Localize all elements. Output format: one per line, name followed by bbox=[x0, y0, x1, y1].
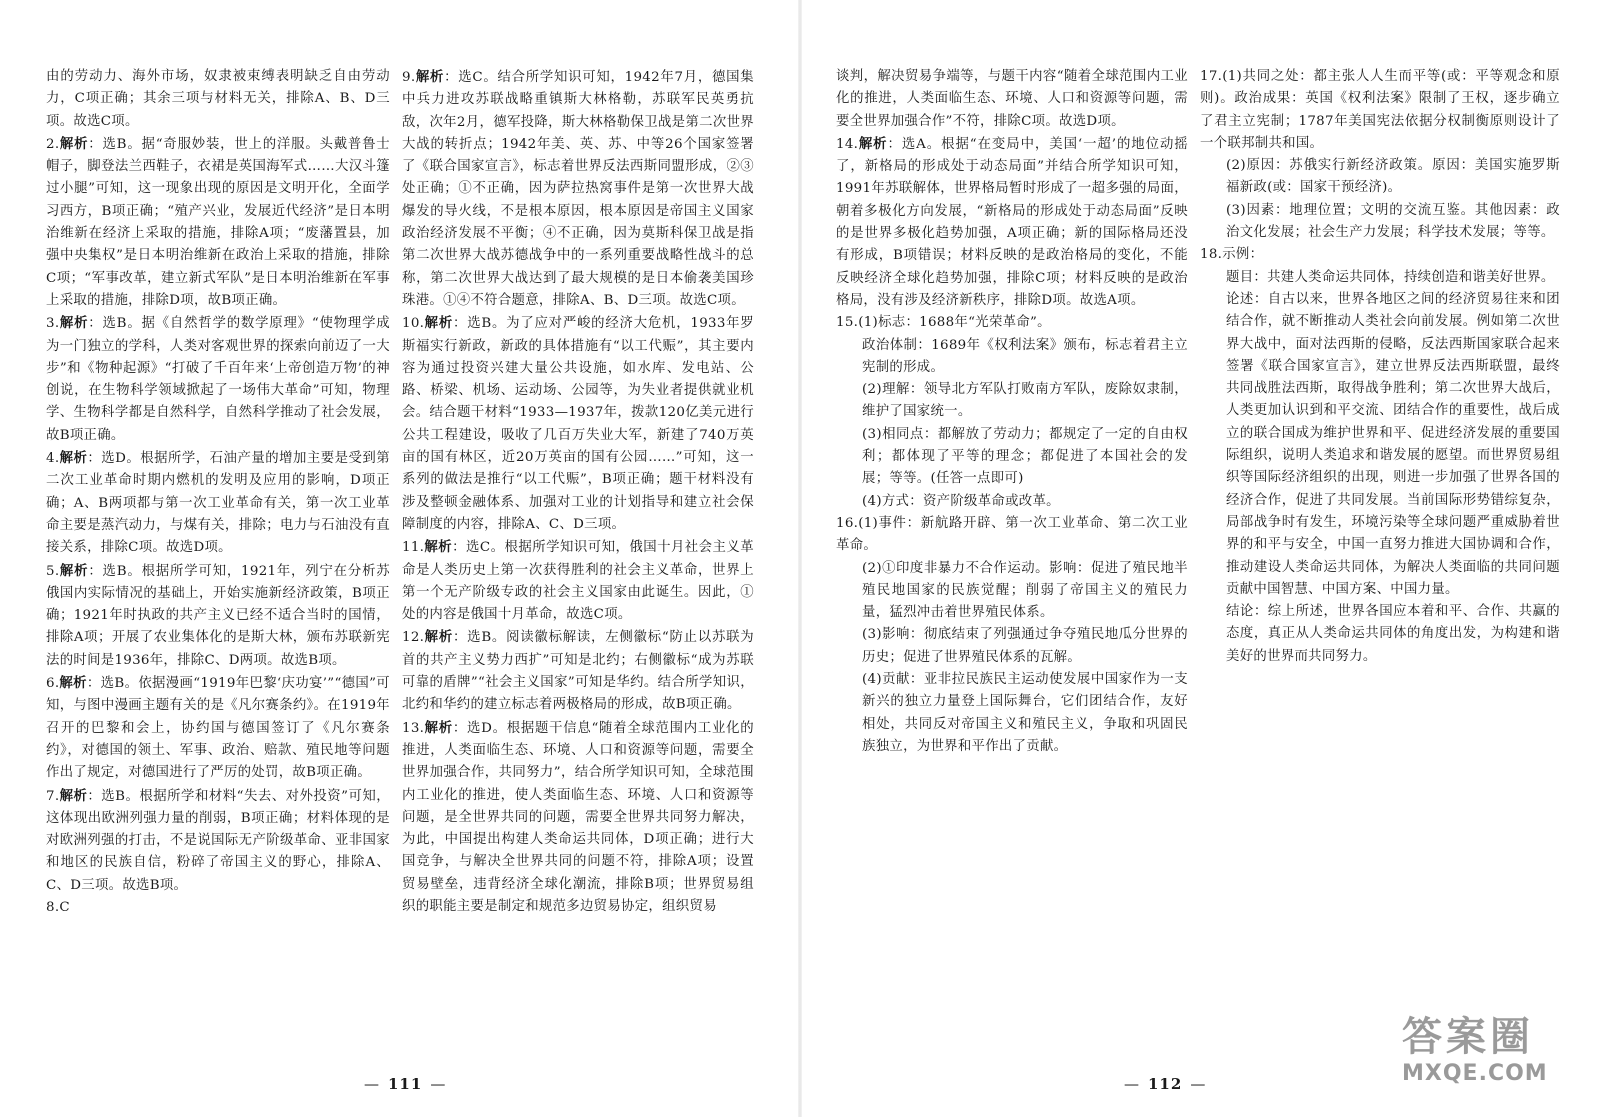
answer-text: 政治体制：1689年《权利法案》颁布，标志着君主立宪制的形成。 bbox=[862, 337, 1188, 375]
answer-number: 9. bbox=[402, 70, 416, 85]
answer-text: (1)事件：新航路开辟、第一次工业革命、第二次工业革命。 bbox=[836, 515, 1188, 554]
left-page-column-1 bbox=[46, 66, 390, 1056]
answer-number: 14. bbox=[836, 136, 859, 152]
answer-keyword: 解析 bbox=[424, 719, 453, 736]
answer-number: 7. bbox=[46, 788, 60, 804]
answer-item bbox=[402, 66, 754, 312]
answer-keyword: 解析 bbox=[424, 539, 453, 556]
answer-text: 谈判，解决贸易争端等，与题干内容“随着全球范围内工业化的推进，人类面临生态、环境、人口和资源等问题，需要全世界加强合作”不符，排除C项。故选D项。 bbox=[836, 69, 1188, 129]
page-number-right: — 112 — bbox=[1124, 1075, 1207, 1093]
right-page-column-1 bbox=[836, 66, 1188, 1056]
answer-item bbox=[836, 558, 1188, 625]
answer-text: ：选B。据“奇服妙装，世上的洋服。头戴普鲁士帽子，脚登法兰西鞋子，衣裙是英国海军式……大汉斗篷过小腿”可知，这一现象出现的原因是文明开化，全面学习西方，B项正确；“殖产兴业，发展近代经济”是日本明治维新在经济上采取的措施，排除A项；“废藩置县，加强中央集权”是日本明治维新在政治上采取的措施，排除C项；“军事改革，建立新式军队”是日本明治维新在军事上采取的措施，排除D项，故B项正确。 bbox=[46, 136, 390, 308]
answer-text: 结论：综上所述，世界各国应本着和平、合作、共赢的态度，真正从人类命运共同体的角度出发，为构建和谐美好的世界而共同努力。 bbox=[1226, 604, 1560, 664]
answer-item bbox=[402, 717, 754, 919]
answer-keyword: 解析 bbox=[59, 450, 88, 467]
answer-keyword: 解析 bbox=[424, 315, 454, 332]
answer-text: (1)标志：1688年“光荣革命”。 bbox=[858, 315, 1051, 331]
answer-keyword: 解析 bbox=[59, 787, 88, 804]
answer-text: ：选D。根据题干信息“随着全球范围内工业化的推进，人类面临生态、环境、人口和资源等问题，需要全世界加强合作，共同努力”，结合所学知识可知，全球范围内工业化的推进，使人类面临生态、环境、人口和资源等问题，是全世界共同的问题，需要全世界共同努力解决，为此，中国提出构建人类命运共同体，D项正确；进行大国竞争，与解决全世界共同的问题不符，排除A项；设置贸易壁垒，违背经济全球化潮流，排除B项；世界贸易组织的职能主要是制定和规范多边贸易协定，组织贸易 bbox=[402, 720, 754, 914]
answer-item bbox=[836, 133, 1188, 312]
answer-text: (3)相同点：都解放了劳动力；都规定了一定的自由权利；都体现了平等的理念；都促进了本国社会的发展；等等。(任答一点即可) bbox=[862, 426, 1188, 487]
answer-item bbox=[1200, 155, 1560, 200]
answer-number: 16. bbox=[836, 515, 859, 531]
answer-text: ：选D。根据所学，石油产量的增加主要是受到第二次工业革命时期内燃机的发明及应用的影响，D项正确；A、B两项都与第一次工业革命有关，第一次工业革命主要是蒸汽动力，与煤有关，排除；电力与石油没有直接关系，排除C项。故选D项。 bbox=[46, 451, 390, 556]
answer-number: 8. bbox=[46, 899, 60, 915]
answer-text: (2)原因：苏俄实行新经济政策。原因：美国实施罗斯福新政(或：国家干预经济)。 bbox=[1226, 158, 1560, 196]
answer-item bbox=[402, 312, 754, 536]
answer-keyword: 解析 bbox=[424, 629, 453, 646]
answer-number: 3. bbox=[46, 316, 60, 332]
answer-item bbox=[1200, 200, 1560, 245]
answer-item bbox=[402, 626, 754, 716]
answer-text: ：选B。根据所学可知，1921年，列宁在分析苏俄国内实际情况的基础上，开始实施新经济政策，B项正确；1921年时执政的共产主义已经不适合当时的国情，排除A项；开展了农业集体化的是斯大林，颁布苏联新宪法的时间是1936年，排除C、D两项。故选B项。 bbox=[46, 563, 390, 668]
answer-item bbox=[46, 66, 390, 133]
answer-keyword: 解析 bbox=[858, 135, 888, 152]
answer-item bbox=[836, 669, 1188, 758]
watermark-logo bbox=[1402, 1013, 1572, 1103]
answer-item bbox=[1200, 289, 1560, 601]
answer-item bbox=[836, 424, 1188, 491]
answer-number: 11. bbox=[402, 540, 425, 556]
answer-number: 10. bbox=[402, 316, 425, 332]
answer-text: 题目：共建人类命运共同体，持续创造和谐美好世界。 bbox=[1226, 269, 1555, 285]
answer-number: 5. bbox=[46, 563, 60, 579]
answer-text: (4)贡献：亚非拉民族民主运动使发展中国家作为一支新兴的独立力量登上国际舞台，它们团结合作，友好相处，共同反对帝国主义和殖民主义，争取和巩固民族独立，为世界和平作出了贡献。 bbox=[862, 672, 1188, 754]
answer-item bbox=[46, 312, 390, 447]
answer-item bbox=[1200, 244, 1560, 266]
right-page bbox=[800, 0, 1600, 1117]
answer-text: 示例： bbox=[1222, 247, 1264, 263]
answer-number: 18. bbox=[1200, 247, 1223, 263]
answer-text: C bbox=[59, 899, 70, 915]
answer-item bbox=[836, 513, 1188, 558]
page-number-left: — 111 — bbox=[364, 1075, 447, 1093]
answer-item bbox=[46, 785, 390, 897]
answer-item bbox=[836, 335, 1188, 380]
answer-keyword: 解析 bbox=[59, 315, 89, 332]
answer-keyword: 解析 bbox=[415, 69, 445, 85]
answer-item bbox=[836, 491, 1188, 513]
answer-item bbox=[46, 897, 390, 919]
answer-text: ：选C。结合所学知识可知，1942年7月，德国集中兵力进攻苏联战略重镇斯大林格勒，苏联军民英勇抗敌，次年2月，德军投降，斯大林格勒保卫战是第二次世界大战的转折点；1942年美、英、苏、中等26个国家签署了《联合国家宣言》，标志着世界反法西斯同盟形成，②③处正确；①不正确，因为萨拉热窝事件是第一次世界大战爆发的导火线，不是根本原因，根本原因是帝国主义国家政治经济发展不平衡；④不正确，因为莫斯科保卫战是指第二次世界大战苏德战争中的一系列重要战略性战斗的总称，第二次世界大战达到了最大规模的是日本偷袭美国珍珠港。①④不符合题意，排除A、B、D三项。故选C项。 bbox=[402, 70, 754, 308]
left-page-column-2 bbox=[402, 66, 754, 1056]
answer-text: ：选A。根据“在变局中，美国‘一超’的地位动摇了，新格局的形成处于动态局面”并结合所学知识可知，1991年苏联解体，世界格局暂时形成了一超多强的局面，朝着多极化方向发展，“新格局的形成处于动态局面”反映的是世界多极化趋势加强，A项正确；新的国际格局还没有形成，B项错误；材料反映的是政治格局的变化，不能反映经济全球化趋势加强，排除C项；材料反映的是政治格局，没有涉及经济新秩序，排除D项。故选A项。 bbox=[836, 136, 1188, 308]
answer-number: 13. bbox=[402, 720, 425, 736]
answer-text: (4)方式：资产阶级革命或改革。 bbox=[862, 493, 1060, 509]
answer-number: 15. bbox=[836, 315, 859, 331]
answer-text: (3)影响：彻底结束了列强通过争夺殖民地瓜分世界的历史；促进了世界殖民体系的瓦解。 bbox=[862, 627, 1188, 665]
answer-text: ：选B。阅读徽标解读，左侧徽标“防止以苏联为首的共产主义势力西扩”可知是北约；右侧徽标“成为苏联可靠的盾牌”“社会主义国家”可知是华约。结合所学知识，北约和华约的建立标志着两极格局的形成，故B项正确。 bbox=[402, 630, 754, 713]
answer-text: (2)①印度非暴力不合作运动。影响：促进了殖民地半殖民地国家的民族觉醒；削弱了帝国主义的殖民力量，猛烈冲击着世界殖民体系。 bbox=[862, 560, 1188, 621]
answer-text: 由的劳动力、海外市场，奴隶被束缚表明缺乏自由劳动力，C项正确；其余三项与材料无关，排除A、B、D三项。故选C项。 bbox=[46, 69, 390, 129]
answer-text: (1)共同之处：都主张人人生而平等(或：平等观念和原则)。政治成果：英国《权利法案》限制了王权，逐步确立了君主立宪制；1787年美国宪法依据分权制衡原则设计了一个联邦制共和国。 bbox=[1200, 69, 1560, 151]
answer-keyword: 解析 bbox=[59, 675, 87, 692]
answer-keyword: 解析 bbox=[59, 562, 89, 579]
answer-text: ：选C。根据所学知识可知，俄国十月社会主义革命是人类历史上第一次获得胜利的社会主义革命，世界上第一个无产阶级专政的社会主义国家由此诞生。因此，①处的内容是俄国十月革命，故选C项。 bbox=[402, 540, 754, 623]
answer-item bbox=[1200, 66, 1560, 155]
answer-number: 2. bbox=[46, 136, 60, 152]
answer-text: 论述：自古以来，世界各地区之间的经济贸易往来和团结合作，就不断推动人类社会向前发展。例如第二次世界大战中，面对法西斯的侵略，反法西斯国家联合起来签署《联合国家宣言》，建立世界反法西斯联盟，最终共同战胜法西斯，取得战争胜利；第二次世界大战后，人类更加认识到和平交流、团结合作的重要性，战后成立的联合国成为维护世界和平、促进经济发展的重要国际组织，说明人类追求和谐发展的愿望。而世界贸易组织等国际经济组织的出现，则进一步加强了世界各国的经济合作，促进了共同发展。当前国际形势错综复杂，局部战争时有发生，环境污染等全球问题严重威胁着世界的和平与安全，中国一直努力推进大国协调和合作，推动建设人类命运共同体，为解决人类面临的共同问题贡献中国智慧、中国方案、中国力量。 bbox=[1226, 291, 1560, 597]
page-number-value: 112 bbox=[1148, 1075, 1183, 1093]
page-number-value: 111 bbox=[388, 1075, 423, 1093]
answer-item bbox=[46, 560, 390, 672]
answer-item bbox=[1200, 267, 1560, 289]
answer-keyword: 解析 bbox=[59, 135, 89, 152]
answer-item bbox=[836, 312, 1188, 334]
answer-number: 12. bbox=[402, 630, 425, 646]
answer-text: (3)因素：地理位置；文明的交流互鉴。其他因素：政治文化发展；社会生产力发展；科学技术发展；等等。 bbox=[1226, 202, 1560, 241]
answer-text: (2)理解：领导北方军队打败南方军队，废除奴隶制，维护了国家统一。 bbox=[862, 382, 1188, 420]
answer-number: 6. bbox=[46, 676, 60, 692]
answer-text: ：选B。为了应对严峻的经济大危机，1933年罗斯福实行新政，新政的具体措施有“以工代赈”，其主要内容为通过投资兴建大量公共设施，如水库、发电站、公路、桥梁、机场、运动场、公园等，为失业者提供就业机会。结合题干材料“1933—1937年，拨款120亿美元进行公共工程建设，吸收了几百万失业大军，新建了740万英亩的国有林区，近20万英亩的国有公园……”可知，这一系列的做法是推行“以工代赈”，B项正确；题干材料没有涉及整顿金融体系、加强对工业的计划指导和建立社会保障制度的内容，排除A、C、D三项。 bbox=[402, 316, 754, 532]
answer-item bbox=[1200, 601, 1560, 668]
watermark-main-text: 答案圈 bbox=[1402, 1014, 1534, 1060]
answer-item bbox=[46, 133, 390, 312]
right-page-column-2 bbox=[1200, 66, 1560, 1056]
answer-text: ：选B。根据所学和材料“失去、对外投资”可知，这体现出欧洲列强力量的削弱，B项正确；材料体现的是对欧洲列强的打击，不是说国际无产阶级革命、亚非国家和地区的民族自信，粉碎了帝国主义的野心，排除A、C、D三项。故选B项。 bbox=[46, 788, 390, 893]
answer-text: ：选B。依据漫画“1919年巴黎‘庆功宴’”“德国”可知，与图中漫画主题有关的是《凡尔赛条约》。在1919年召开的巴黎和会上，协约国与德国签订了《凡尔赛条约》，对德国的领土、军事、政治、赔款、殖民地等问题作出了规定，对德国进行了严厉的处罚，故B项正确。 bbox=[46, 676, 390, 781]
answer-number: 4. bbox=[46, 451, 60, 467]
answer-item bbox=[836, 379, 1188, 424]
answer-item bbox=[46, 672, 390, 784]
answer-number: 17. bbox=[1200, 69, 1223, 84]
answer-item bbox=[836, 66, 1188, 133]
answer-item bbox=[46, 447, 390, 559]
watermark-sub-text: MXQE.COM bbox=[1402, 1061, 1548, 1086]
answer-item bbox=[402, 536, 754, 626]
answer-text: ：选B。据《自然哲学的数学原理》“使物理学成为一门独立的学科，人类对客观世界的探索向前迈了一大步”和《物种起源》“打破了千百年来‘上帝创造万物’的神创说，在生物科学领域掀起了一场伟大革命”可知，物理学、生物科学都是自然科学，自然科学推动了社会发展，故B项正确。 bbox=[46, 316, 390, 443]
answer-item bbox=[836, 624, 1188, 669]
